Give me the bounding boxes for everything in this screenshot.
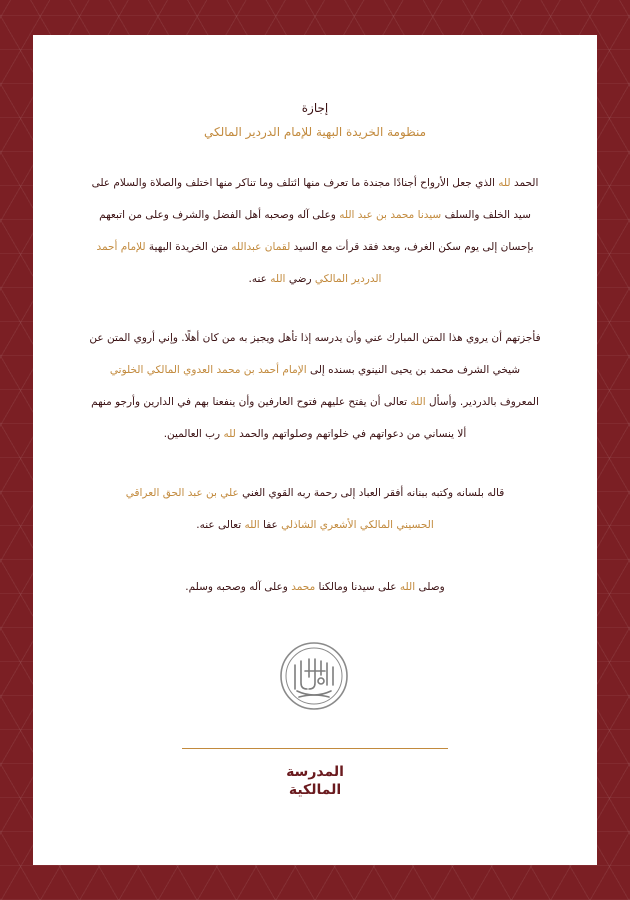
signatory-name: علي بن عبد الحق العراقي	[125, 487, 239, 499]
text-segment: الذي جعل الأرواح أجنادًا مجندة ما تعرف منها ائتلف وما تناكر منها اختلف والصلاة والسلام على	[91, 177, 499, 189]
text-line	[81, 509, 549, 541]
text-segment: الحمد	[510, 177, 539, 189]
text-line	[81, 386, 549, 418]
text-segment: وعلى آله وصحبه وسلم.	[185, 581, 292, 593]
highlight-text: لله	[223, 428, 236, 440]
text-segment: على سيدنا ومالكنا	[315, 581, 400, 593]
text-segment: وصلى	[415, 581, 445, 593]
institution-logo	[33, 763, 597, 799]
text-line	[81, 199, 549, 231]
text-line	[81, 263, 549, 295]
certificate-page	[33, 35, 597, 865]
text-segment: شيخي الشرف محمد بن يحيى النينوي بسنده إلى	[306, 364, 521, 376]
text-segment: متن الخريدة البهية	[145, 241, 232, 253]
highlight-text: الله	[244, 519, 260, 531]
text-segment: رضي	[285, 273, 315, 285]
text-segment: عنه.	[248, 273, 271, 285]
text-segment: رب العالمين.	[163, 428, 224, 440]
text-line	[81, 571, 549, 603]
paragraph-signatory	[81, 477, 549, 541]
text-segment: المعروف بالدردير. وأسأل	[425, 396, 539, 408]
document-subtitle: منظومة الخريدة البهية للإمام الدردير المالكي	[203, 125, 427, 139]
text-line	[81, 167, 549, 199]
text-segment: بإحسان إلى يوم سكن الغرف، وبعد فقد قرأت مع السيد	[290, 241, 534, 253]
highlight-text: الدردير المالكي	[314, 273, 382, 285]
text-segment: ألا ينساني من دعواتهم في خلواتهم وصلواتهم والحمد	[235, 428, 467, 440]
text-line	[81, 477, 549, 509]
highlight-text: الحسيني المالكي الأشعري الشاذلي	[281, 519, 434, 531]
highlight-text: الله	[399, 581, 416, 593]
highlight-text: الإمام أحمد بن محمد العدوي المالكي الخلوتي	[109, 364, 307, 376]
text-segment: تعالى أن يفتح عليهم فتوح العارفين وأن ينفعنا بهم في الدارين وأرجو منهم	[91, 396, 411, 408]
paragraph-praise	[81, 167, 549, 295]
paragraph-license	[81, 322, 549, 450]
document-title: إجازة	[301, 101, 329, 115]
seal-icon	[279, 641, 349, 711]
text-line	[81, 354, 549, 386]
text-line: فأجزتهم أن يروي هذا المتن المبارك عني وأن يدرسه إذا تأهل ويجيز به من كان أهلًا. وإني أروي المتن عن	[89, 332, 541, 344]
highlight-text: لله	[498, 177, 511, 189]
text-line	[81, 231, 549, 263]
seal-stamp	[279, 641, 349, 711]
logo-line: المدرسة	[286, 764, 344, 780]
text-segment: وعلى آله وصحبه أهل الفضل والشرف وعلى من اتبعهم	[99, 209, 340, 221]
highlight-text: الله	[270, 273, 286, 285]
highlight-text: سيدنا محمد بن عبد الله	[339, 209, 442, 221]
text-line	[81, 418, 549, 450]
highlight-text: للإمام أحمد	[96, 241, 146, 253]
text-segment: تعالى عنه.	[196, 519, 245, 531]
text-segment: سيد الخلف والسلف	[441, 209, 531, 221]
highlight-text: الله	[410, 396, 426, 408]
student-name: لقمان عبدالله	[231, 241, 291, 253]
logo-line: المالكية	[288, 782, 342, 798]
divider-line	[182, 748, 448, 749]
text-segment: قاله بلسانه وكتبه ببنانه أفقر العباد إلى رحمة ربه القوي الغني	[238, 487, 505, 499]
highlight-text: محمد	[291, 581, 316, 593]
text-segment: عفا	[259, 519, 282, 531]
paragraph-closing	[81, 571, 549, 603]
